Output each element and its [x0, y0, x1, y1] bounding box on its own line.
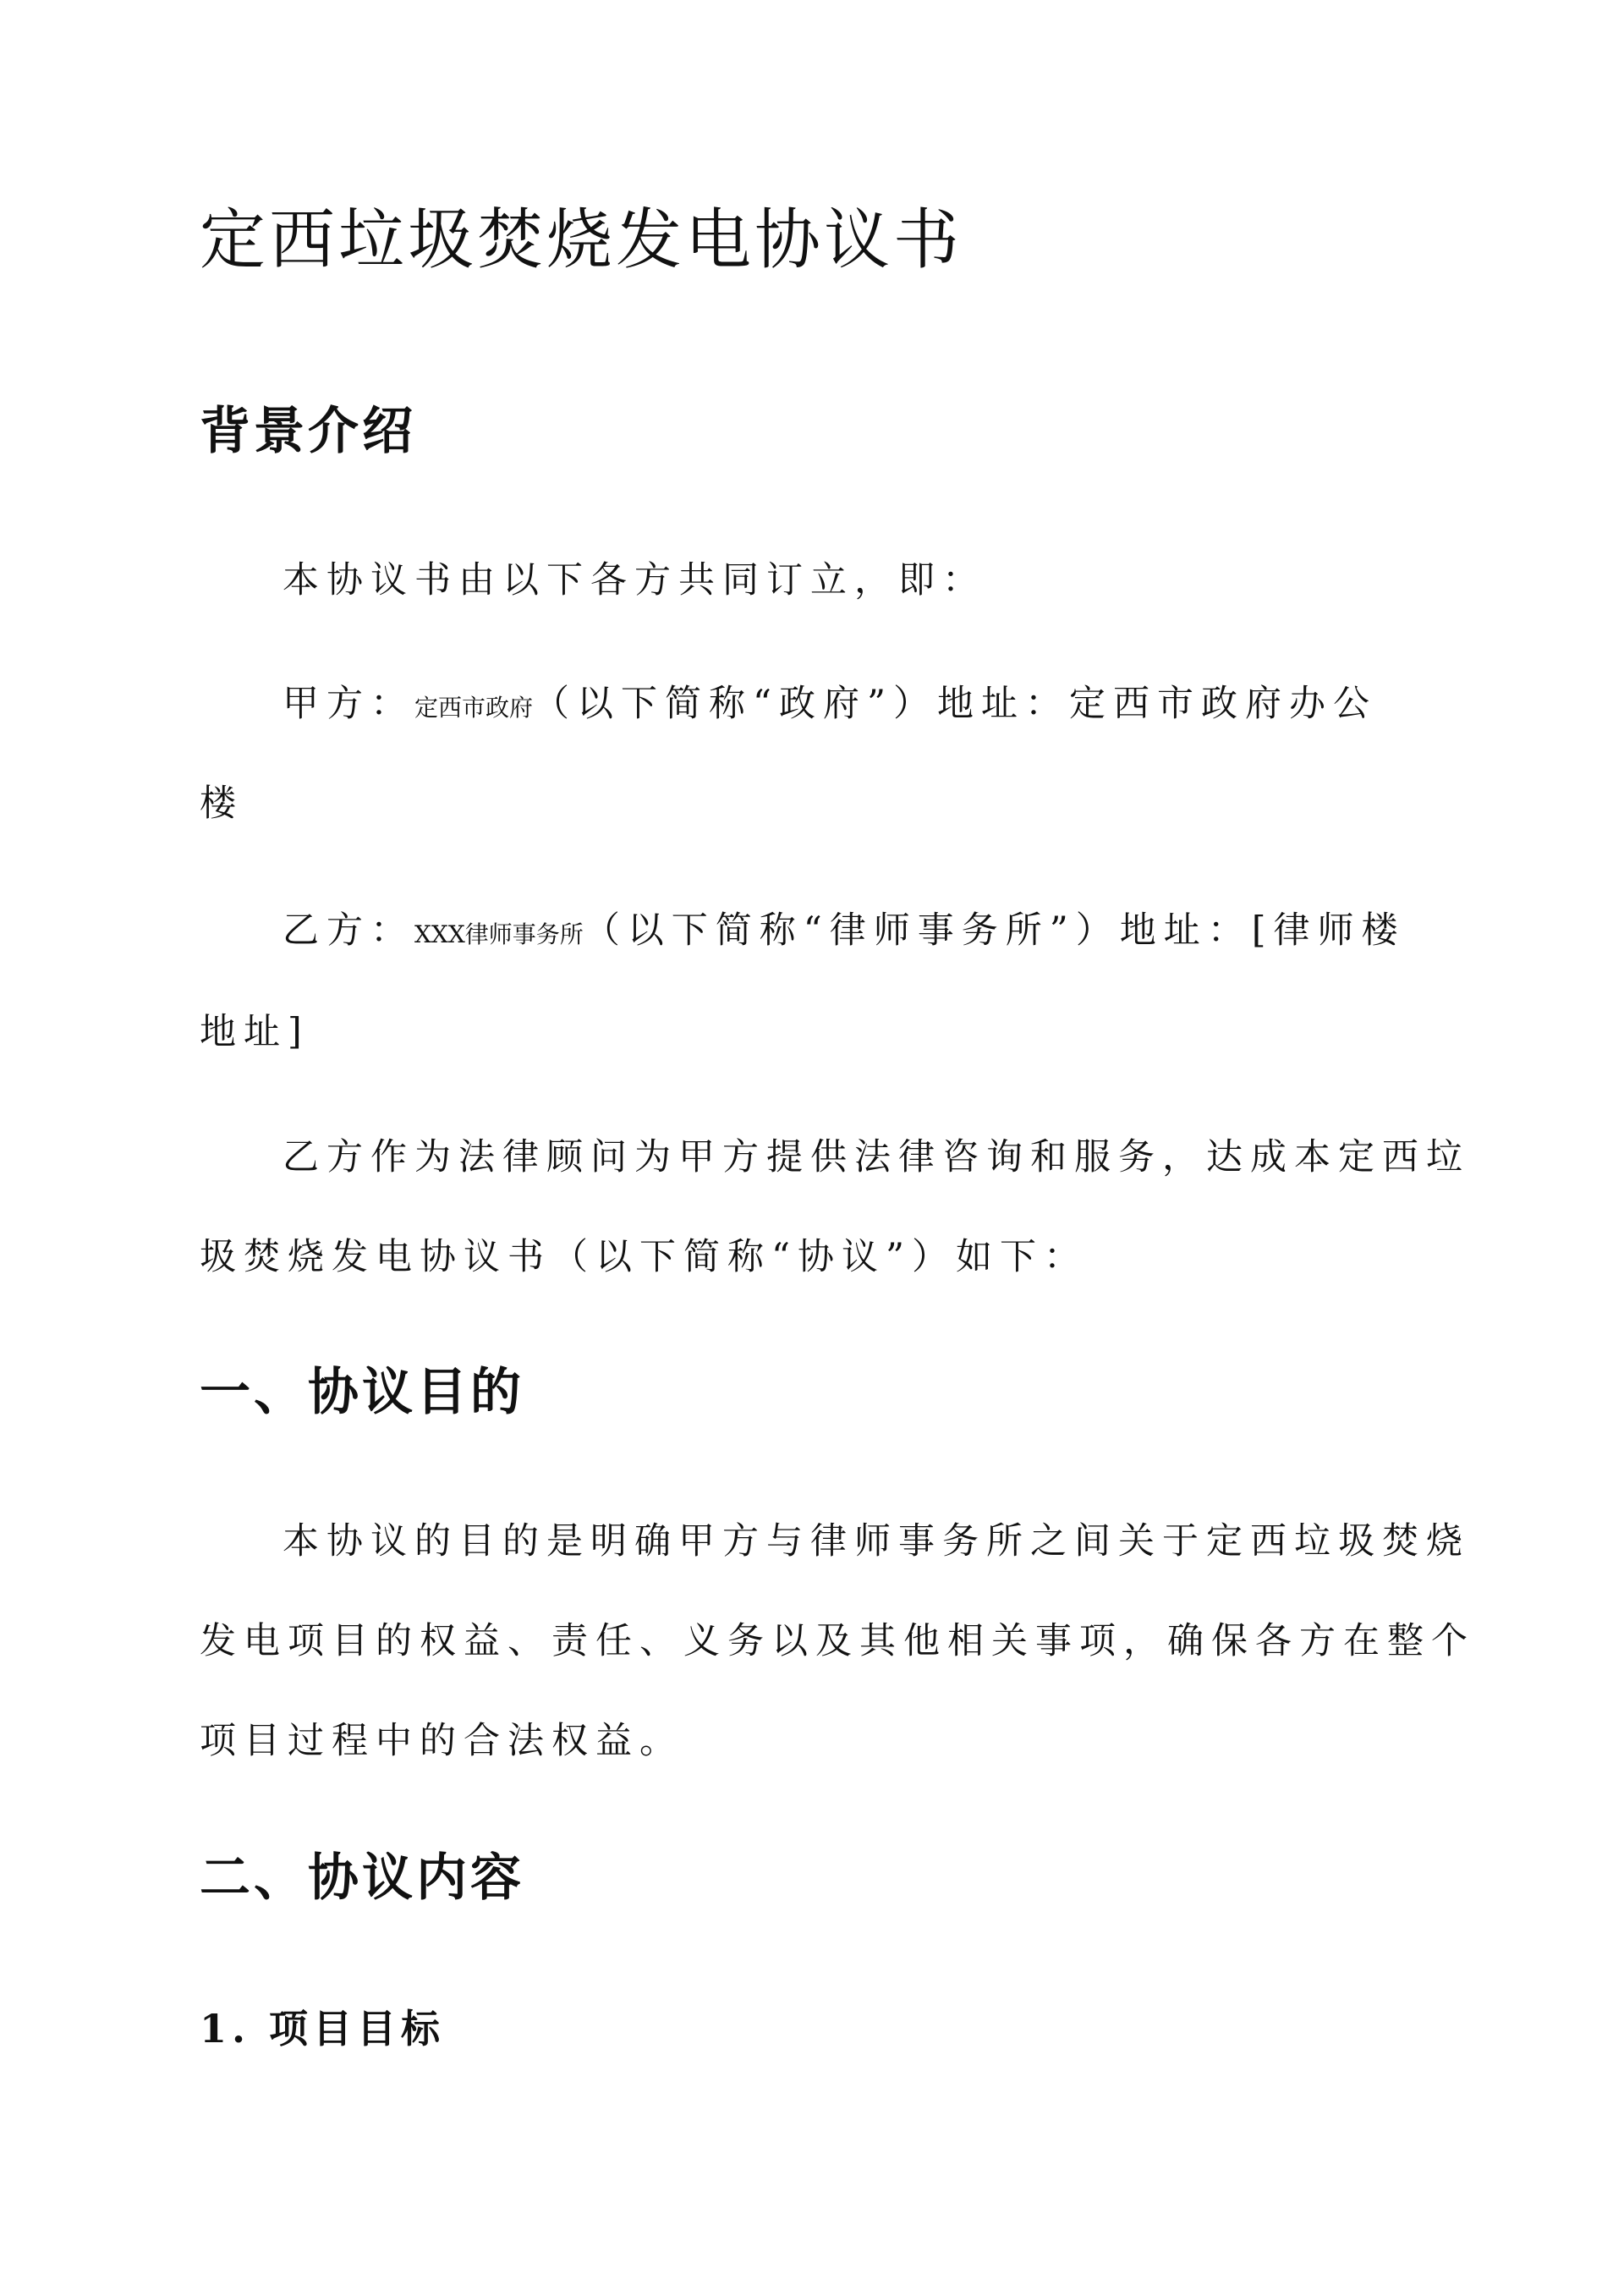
- summary-line-1: 乙方作为法律顾问为甲方提供法律咨询和服务，达成本定西垃: [283, 1136, 1470, 1178]
- party-b-line-continued: 地址]: [200, 1011, 310, 1053]
- purpose-line-2: 发电项目的权益、责任、义务以及其他相关事项，确保各方在整个: [200, 1620, 1475, 1662]
- heading-background: 背景介绍: [200, 402, 416, 461]
- party-a-label: 甲方：: [283, 683, 414, 725]
- party-a-line-continued: 楼: [200, 783, 244, 825]
- subheading-project-goal: 1. 项目目标: [200, 2006, 446, 2052]
- party-b-details: （以下简称“律师事务所”）地址：[律师楼: [583, 909, 1406, 952]
- party-b-label: 乙方：: [283, 909, 414, 952]
- heading-content: 二、协议内容: [200, 1848, 524, 1908]
- intro-paragraph: 本协议书由以下各方共同订立，即：: [283, 559, 986, 601]
- purpose-line-3: 项目过程中的合法权益。: [200, 1720, 683, 1762]
- party-b-line: [283, 905, 1406, 960]
- party-a-line: [283, 678, 1377, 733]
- document-title: 定西垃圾焚烧发电协议书: [200, 202, 963, 278]
- summary-line-2: 圾焚烧发电协议书（以下简称“协议”）如下：: [200, 1236, 1088, 1278]
- party-b-name: XXX律师事务所: [414, 920, 584, 948]
- purpose-line-1: 本协议的目的是明确甲方与律师事务所之间关于定西垃圾焚烧: [283, 1520, 1470, 1563]
- party-a-name: 定西市政府: [414, 694, 534, 722]
- heading-purpose: 一、协议目的: [200, 1363, 524, 1422]
- party-a-details: （以下简称“政府”）地址：定西市政府办公: [533, 683, 1377, 725]
